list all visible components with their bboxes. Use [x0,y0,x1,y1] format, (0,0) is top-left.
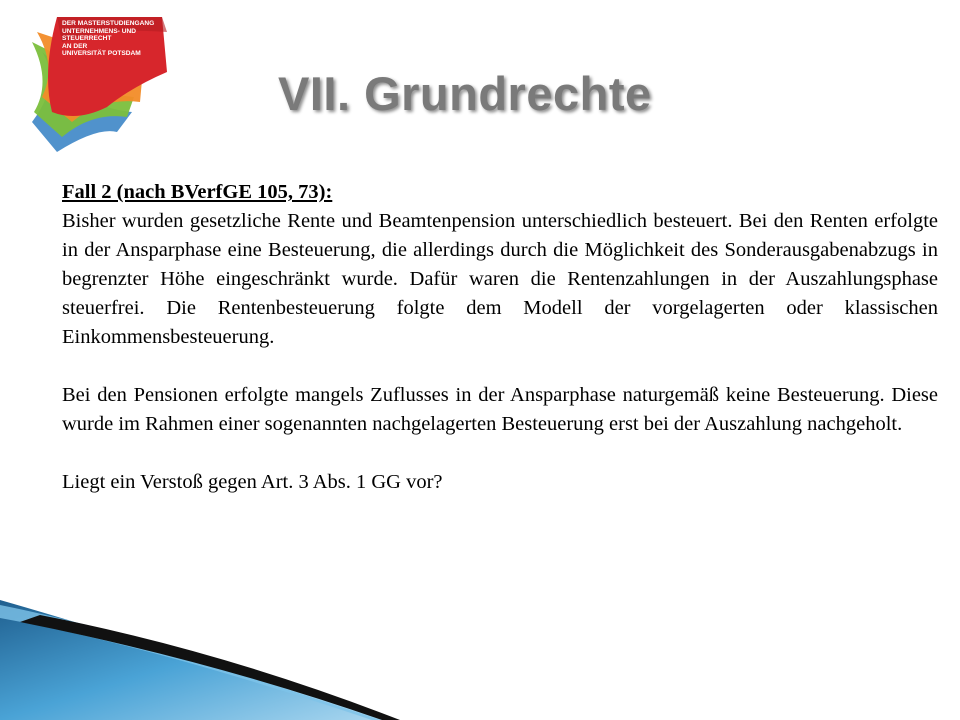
spacer [62,352,938,381]
logo-text [62,20,172,58]
case-question: Liegt ein Verstoß gegen Art. 3 Abs. 1 GG vor? [62,471,443,493]
logo-line: UNIVERSITÄT POTSDAM [62,50,141,58]
spacer [62,439,938,468]
slide-title: VII. Grundrechte [278,67,652,120]
logo-line: UNTERNEHMENS- UND [62,27,136,35]
logo-line: DER MASTERSTUDIENGANG [62,20,155,27]
logo-line: AN DER [62,42,88,50]
logo-line: STEUERRECHT [62,35,112,43]
paragraph-pensionen: Bei den Pensionen erfolgte mangels Zuflusses in der Ansparphase naturgemäß keine Besteuerung. Diese wurde im Rahmen einer sogenannten nachgelagerten Besteuerung erst bei der Auszahlung nachgeholt. [62,384,938,435]
case-heading: Fall 2 (nach BVerfGE 105, 73): [62,181,333,203]
slide-content [62,178,938,497]
paragraph-renten: Bisher wurden gesetzliche Rente und Beamtenpension unterschiedlich besteuert. Bei den Renten erfolgte in der Ansparphase eine Besteuerung, die allerdings durch die Möglichkeit des Sonderausgabenabzugs in begrenzter Höhe eingeschränkt wurde. Dafür waren die Rentenzahlungen in der Auszahlungsphase steuerfrei. Die Rentenbesteuerung folgte dem Modell der vorgelagerten oder klassischen Einkommensbesteuerung. [62,210,938,348]
